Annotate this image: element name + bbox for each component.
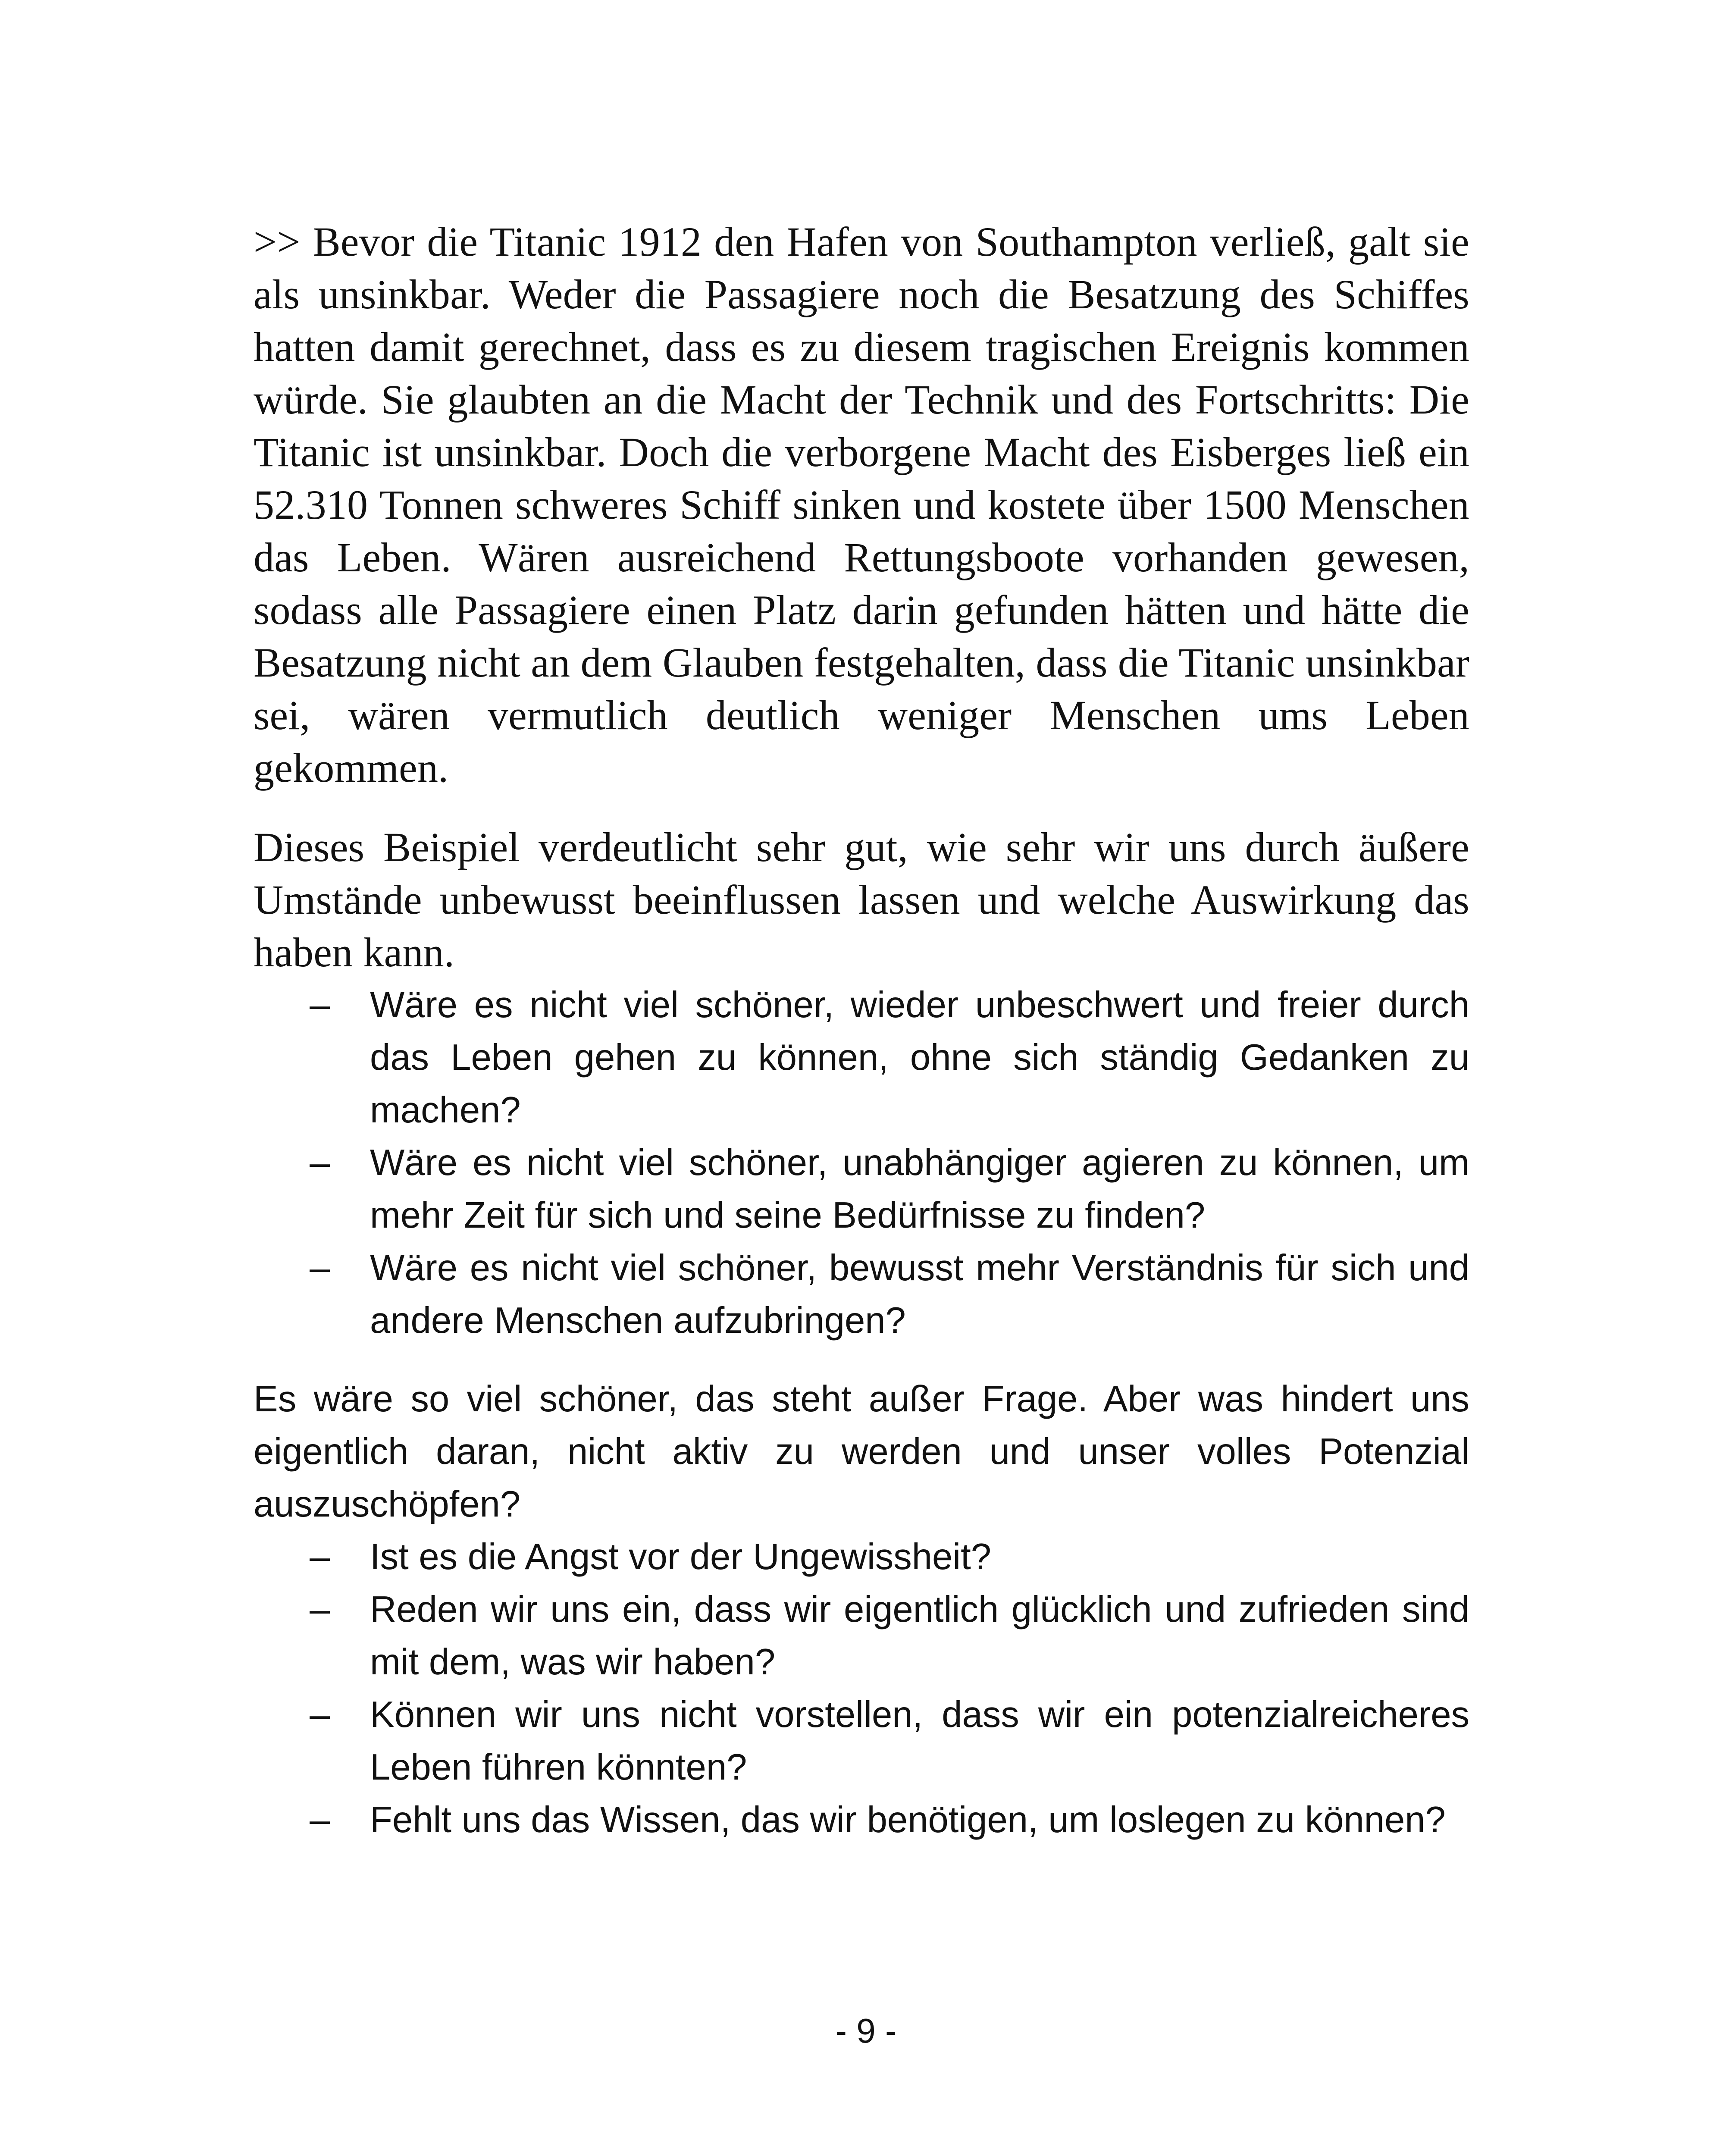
dash-marker: – [310, 1142, 330, 1183]
list-item-text: Können wir uns nicht vorstellen, dass wir ein potenzialreicheres Leben führen könnten? [370, 1694, 1469, 1788]
paragraph-titanic: >> Bevor die Titanic 1912 den Hafen von Southampton verließ, galt sie als unsinkbar. Weder die Passagiere noch die Besatzung des Schiffes hatten damit gerechnet, dass es zu diesem tragischen Ereignis kommen würde. Sie glaubten an die Macht der Technik und des Fortschritts: Die Titanic ist unsinkbar. Doch die verborgene Macht des Eisberges ließ ein 52.310 Tonnen schweres Schiff sinken und kostete über 1500 Menschen das Leben. Wären ausreichend Rettungsboote vorhanden gewesen, sodass alle Passagiere einen Platz darin gefunden hätten und hätte die Besatzung nicht an dem Glauben festgehalten, dass die Titanic unsinkbar sei, wären vermutlich deutlich weniger Menschen ums Leben gekommen. [254, 219, 1469, 791]
list-item [254, 1137, 1469, 1242]
dash-marker: – [310, 1589, 330, 1630]
dash-marker: – [310, 1536, 330, 1577]
list-item [254, 1531, 1469, 1583]
page-number: - 9 - [835, 2012, 897, 2050]
list-item-text: Ist es die Angst vor der Ungewissheit? [370, 1536, 992, 1577]
list-item-text: Wäre es nicht viel schöner, unabhängiger agieren zu können, um mehr Zeit für sich und seine Bedürfnisse zu finden? [370, 1142, 1469, 1236]
list-item-text: Wäre es nicht viel schöner, wieder unbeschwert und freier durch das Leben gehen zu können, ohne sich ständig Gedanken zu machen? [370, 984, 1469, 1131]
question-list-2 [254, 1531, 1469, 1846]
dash-marker: – [310, 984, 330, 1025]
page-content [254, 216, 1469, 1846]
dash-marker: – [310, 1247, 330, 1288]
dash-marker: – [310, 1694, 330, 1735]
dash-marker: – [310, 1799, 330, 1840]
list-item [254, 1689, 1469, 1794]
list-item [254, 979, 1469, 1137]
list-item-text: Fehlt uns das Wissen, das wir benötigen, um loslegen zu können? [370, 1799, 1446, 1840]
list-item [254, 1242, 1469, 1347]
paragraph-example: Dieses Beispiel verdeutlicht sehr gut, wie sehr wir uns durch äußere Umstände unbewusst beeinflussen lassen und welche Auswirkung das haben kann. [254, 824, 1469, 975]
list-item [254, 1583, 1469, 1689]
paragraph-question: Es wäre so viel schöner, das steht außer Frage. Aber was hindert uns eigentlich daran, nicht aktiv zu werden und unser volles Potenzial auszuschöpfen? [254, 1379, 1469, 1525]
question-list-1 [254, 979, 1469, 1347]
list-item-text: Wäre es nicht viel schöner, bewusst mehr Verständnis für sich und andere Menschen aufzubringen? [370, 1247, 1469, 1341]
list-item-text: Reden wir uns ein, dass wir eigentlich glücklich und zufrieden sind mit dem, was wir haben? [370, 1589, 1469, 1683]
list-item [254, 1794, 1469, 1846]
